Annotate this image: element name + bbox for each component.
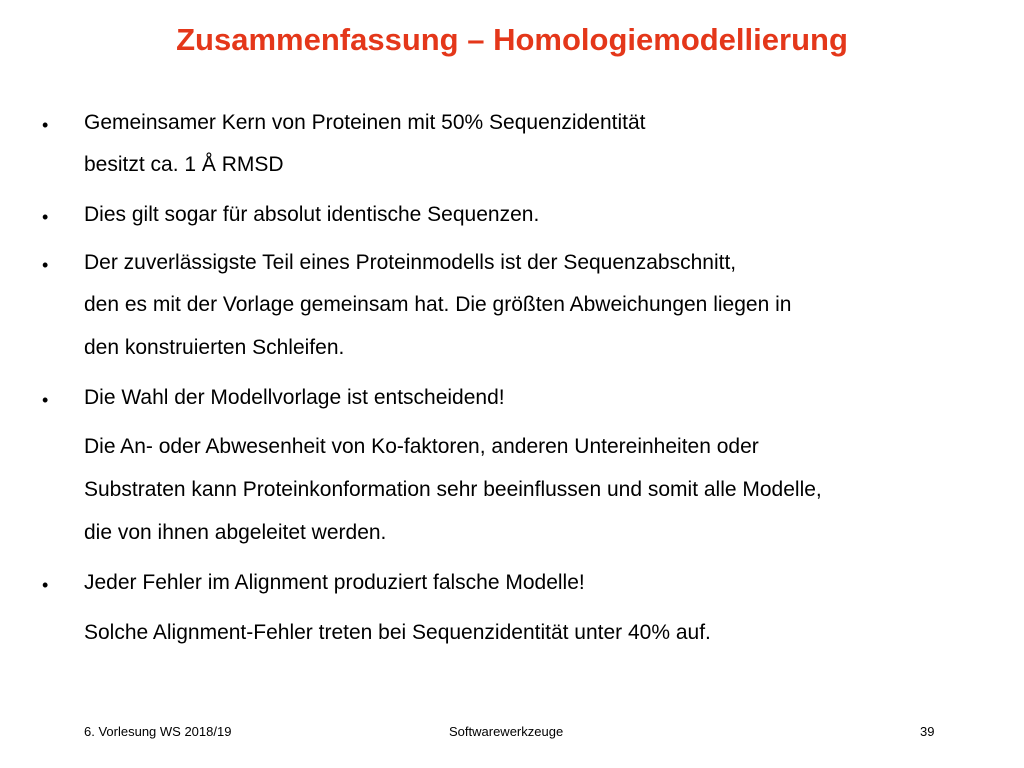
point-4-line-1: Die Wahl der Modellvorlage ist entscheidend! (84, 386, 505, 409)
bullet-point-2: • (42, 207, 49, 227)
slide-title: Zusammenfassung – Homologiemodellierung (176, 22, 848, 57)
point-2-line-1: Dies gilt sogar für absolut identische Sequenzen. (84, 203, 540, 226)
bullet-point-5: • (42, 575, 49, 595)
point-1-line-1: Gemeinsamer Kern von Proteinen mit 50% Sequenzidentität (84, 111, 646, 134)
point-4-continuation-3: die von ihnen abgeleitet werden. (84, 521, 387, 544)
footer-lecture: 6. Vorlesung WS 2018/19 (84, 724, 232, 739)
footer-page-number: 39 (920, 724, 935, 739)
point-5-line-1: Jeder Fehler im Alignment produziert falsche Modelle! (84, 571, 585, 594)
point-3-line-3: den konstruierten Schleifen. (84, 336, 345, 359)
point-4-continuation-1: Die An- oder Abwesenheit von Ko-faktoren, anderen Untereinheiten oder (84, 435, 759, 458)
footer-course: Softwarewerkzeuge (449, 724, 564, 739)
point-3-line-2: den es mit der Vorlage gemeinsam hat. Die größten Abweichungen liegen in (84, 293, 792, 316)
point-5-continuation-1: Solche Alignment-Fehler treten bei Sequenzidentität unter 40% auf. (84, 621, 711, 644)
bullet-point-3: • (42, 255, 49, 275)
point-4-continuation-2: Substraten kann Proteinkonformation sehr beeinflussen und somit alle Modelle, (84, 478, 822, 501)
point-1-line-2: besitzt ca. 1 Å RMSD (84, 153, 284, 176)
bullet-point-4: • (42, 390, 49, 410)
bullet-point-1: • (42, 115, 49, 135)
point-3-line-1: Der zuverlässigste Teil eines Proteinmodells ist der Sequenzabschnitt, (84, 251, 737, 274)
